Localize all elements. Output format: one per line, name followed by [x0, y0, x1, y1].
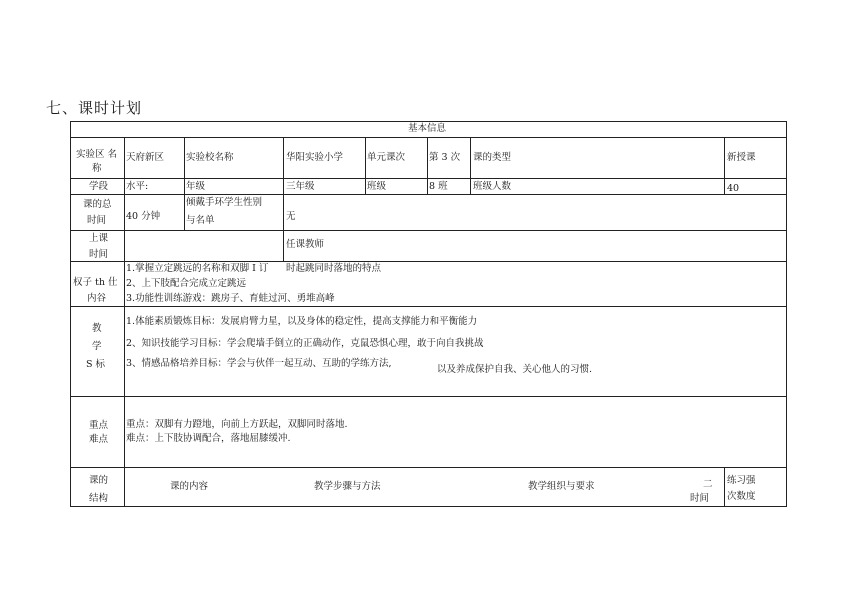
goal-line-3b: 以及养成保护自我、关心他人的习惯. [437, 364, 593, 375]
table-header: 基本信息 [408, 123, 447, 134]
col-divider [427, 137, 428, 194]
structure-steps: 教学步骤与方法 [314, 481, 381, 492]
row-divider [70, 137, 787, 138]
structure-time: 二 [703, 479, 713, 490]
row-divider [70, 178, 787, 179]
zone-value: 天府新区 [126, 152, 165, 163]
zone-label-cont: 称 [92, 163, 102, 174]
gender-label-cont: 与名单 [186, 215, 215, 226]
structure-org: 教学组织与要求 [528, 481, 595, 492]
col-divider [184, 137, 185, 230]
goal-line-3a: 3、情感品格培养目标：学会与伙伴一起互动、互助的学练方法, [126, 358, 392, 369]
count-label: 班级人数 [473, 181, 512, 192]
keypoints-label-cont: 难点 [89, 434, 109, 445]
col-divider [724, 137, 725, 194]
type-label: 课的类型 [473, 152, 512, 163]
goal-line-1: 1.体能素质锻炼目标：发展肩臂力星，以及身体的稳定性，提高支撑能力和平衡能力 [126, 316, 478, 327]
structure-label: 课的 [89, 475, 109, 486]
structure-intensity-cont: 次数度 [727, 491, 756, 502]
keypoints-label: 重点 [89, 420, 109, 431]
stage-label: 学段 [89, 181, 109, 192]
unit-label: 单元课次 [367, 152, 406, 163]
structure-time-cont: 时间 [690, 493, 710, 504]
row-divider [70, 306, 787, 307]
keypoint-line-1: 重点：双脚有力蹬地，向前上方跃起，双脚同时落地. [126, 419, 348, 430]
unit-value: 第 3 次 [429, 152, 461, 163]
col-divider [283, 194, 284, 261]
col-divider [470, 137, 471, 194]
col-divider [724, 467, 725, 507]
total-time-value: 40 分钟 [126, 211, 161, 222]
count-value: 40 [727, 183, 740, 194]
content-label: 权子 th 仕 [73, 277, 118, 288]
grade-value: 三年级 [286, 181, 315, 192]
gender-value: 无 [286, 211, 296, 222]
content-line-3: 3.功能性训练游戏：跳房子、育蛙过河、勇堆高峰 [126, 293, 335, 304]
goals-label-cont: 学 [92, 341, 102, 352]
row-divider [70, 396, 787, 397]
class-value: 8 班 [429, 181, 448, 192]
class-time-label: 上课 [89, 233, 109, 244]
col-divider [283, 137, 284, 194]
content-line-1b: 时起跳同时落地的特点 [286, 263, 382, 274]
class-label: 班级 [367, 181, 387, 192]
content-line-1: 1.掌握立定跳远的名称和双脚 I 订 [126, 263, 269, 274]
gender-label: 倾戴手环学生性别 [186, 197, 263, 208]
structure-content: 课的内容 [170, 481, 209, 492]
type-value: 新授课 [727, 152, 756, 163]
school-value: 华阳实验小学 [286, 152, 344, 163]
teacher-label: 任课教师 [286, 239, 325, 250]
col-divider [365, 137, 366, 194]
content-label-cont: 内谷 [87, 293, 107, 304]
row-divider [70, 230, 787, 231]
level-label: 水平: [126, 181, 149, 192]
content-line-2: 2、上下肢配合完成立定跳远 [126, 278, 247, 289]
structure-label-cont: 结构 [89, 493, 109, 504]
goals-label: 教 [92, 323, 102, 334]
total-time-label-cont: 时间 [87, 215, 107, 226]
school-label: 实验校名称 [186, 152, 234, 163]
row-divider [70, 467, 787, 468]
grade-label: 年级 [186, 181, 206, 192]
class-time-label-cont: 时间 [89, 249, 109, 260]
goals-label-end: S 标 [86, 359, 106, 370]
section-title: 七、课时计划 [46, 99, 143, 117]
goal-line-2: 2、知识技能学习目标：学会爬墙手倒立的正确动作，克鼠恐惧心理，敢于向自我挑战 [126, 338, 484, 349]
col-divider [124, 137, 125, 507]
structure-intensity: 练习强 [727, 475, 756, 486]
keypoint-line-2: 难点：上下肢协调配合，落地屈膝缓冲. [126, 433, 291, 444]
row-divider [70, 194, 787, 195]
total-time-label: 课的总 [83, 199, 112, 210]
zone-label: 实验区 名 [76, 149, 118, 160]
